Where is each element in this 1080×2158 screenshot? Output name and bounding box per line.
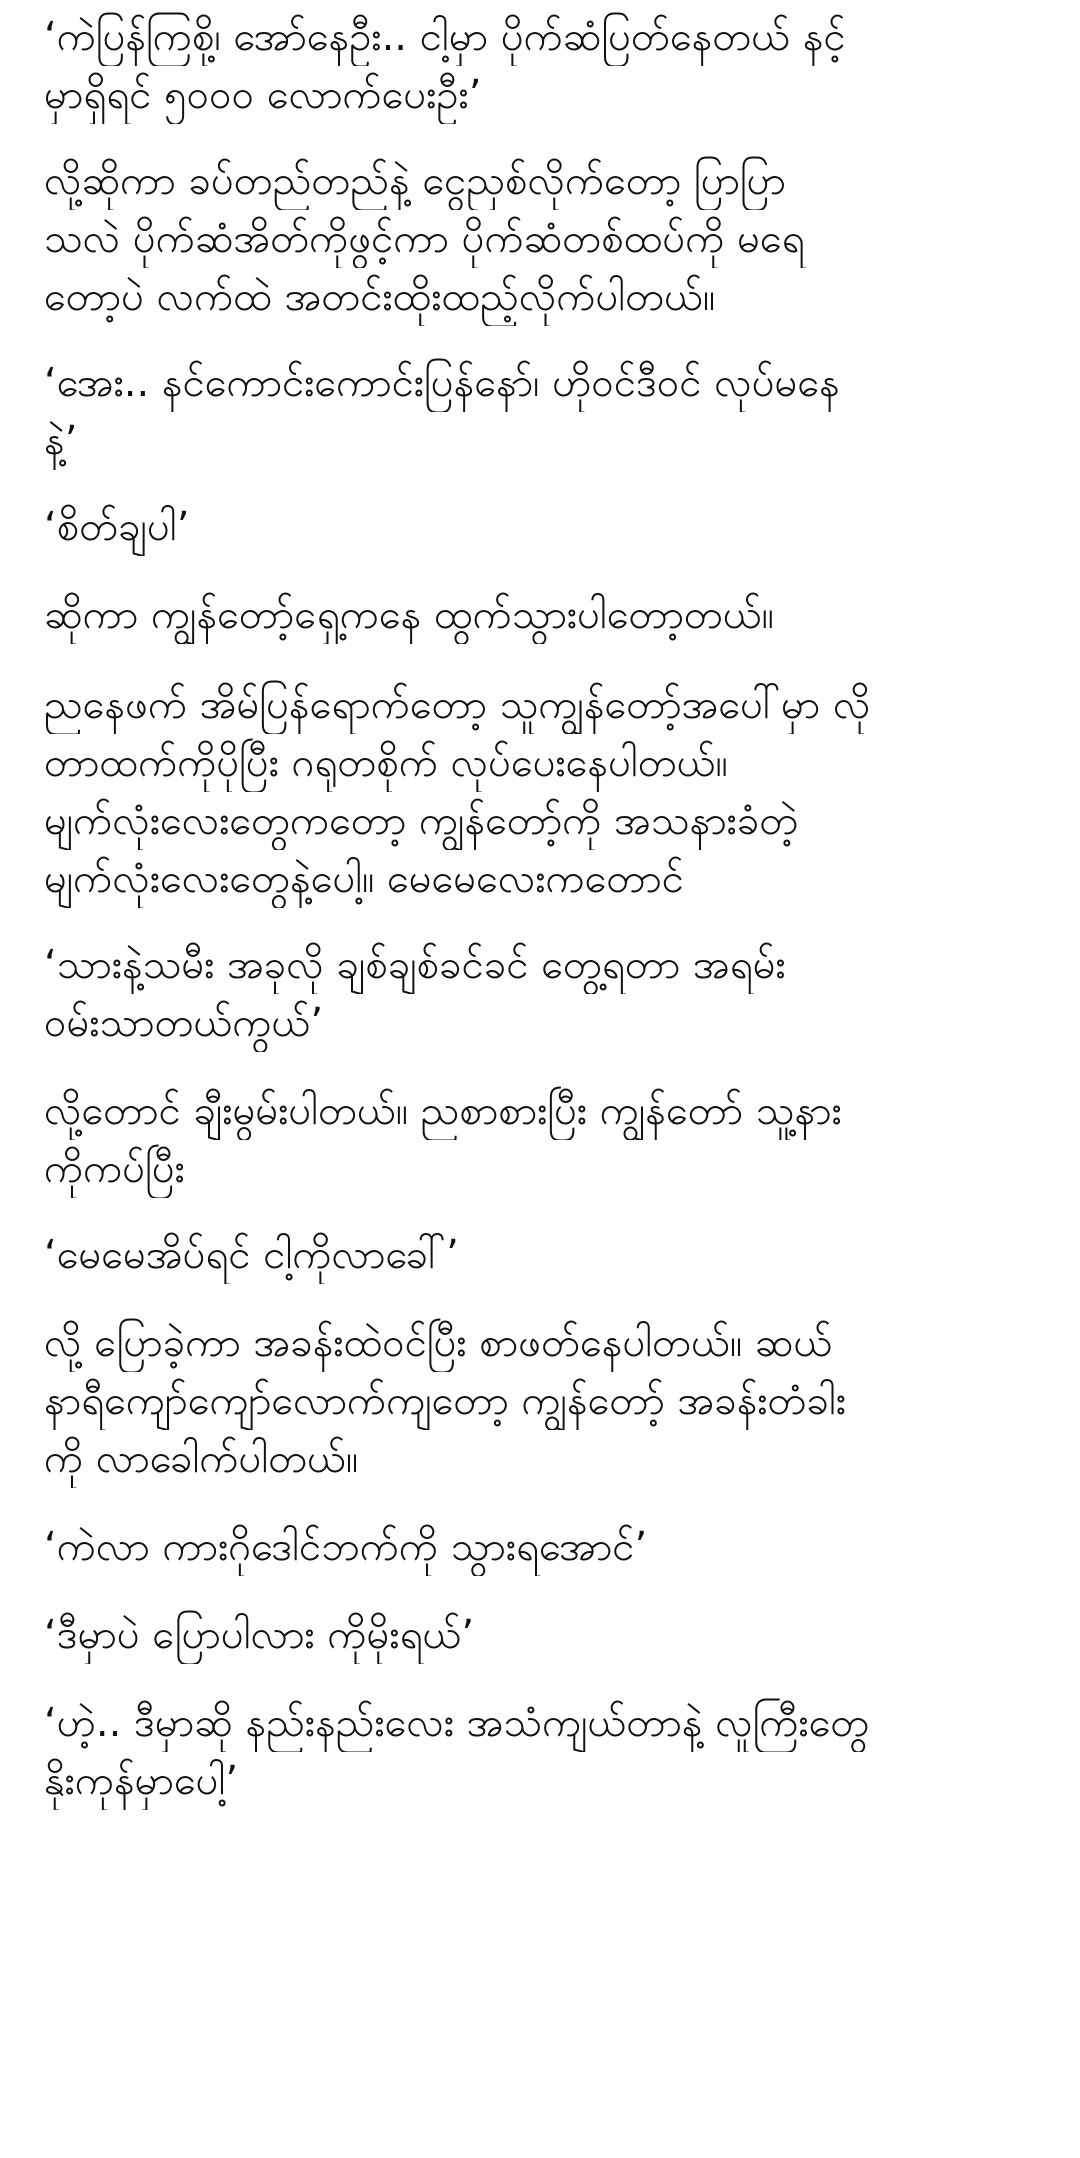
text-line: ‘စိတ်ချပါ’ xyxy=(44,504,190,550)
text-line: မျက်လုံးလေးတွေနဲ့ပေါ့။ မေမေလေးကတောင် xyxy=(44,856,684,902)
text-line: ညနေဖက် အိမ်ပြန်ရောက်တော့ သူကျွန်တော့်အပေါ်မှာ လို xyxy=(44,682,871,728)
paragraph-5 xyxy=(44,586,1044,644)
paragraph-6 xyxy=(44,676,1044,908)
text-line: လို့ ပြောခဲ့ကာ အခန်းထဲဝင်ပြီး စာဖတ်နေပါတယ်။ ဆယ် xyxy=(44,1320,833,1366)
paragraph-12 xyxy=(44,1606,1044,1664)
text-line: လို့တောင် ချီးမွမ်းပါတယ်။ ညစာစားပြီး ကျွန်တော် သူ့နား xyxy=(44,1088,842,1134)
text-line: တာထက်ကိုပိုပြီး ဂရုတစိုက် လုပ်ပေးနေပါတယ်။ xyxy=(44,740,728,786)
text-line: နဲ့’ xyxy=(44,418,78,464)
text-line: ‘ကဲပြန်ကြစို့၊ အော်နေဦး.. ငါ့မှာ ပိုက်ဆံပြတ်နေတယ် နင့် xyxy=(44,14,846,60)
paragraph-13 xyxy=(44,1694,1044,1810)
text-line: မှာရှိရင် ၅၀၀၀ လောက်ပေးဦး’ xyxy=(44,72,482,118)
text-line: လို့ဆိုကာ ခပ်တည်တည်နဲ့ ငွေညှစ်လိုက်တော့ ပြာပြာ xyxy=(44,158,786,204)
text-line: နိုးကုန်မှာပေါ့’ xyxy=(44,1758,239,1804)
paragraph-3 xyxy=(44,354,1044,470)
text-line: ‘အေး.. နင်ကောင်းကောင်းပြန်နော်၊ ဟိုဝင်ဒီဝင် လုပ်မနေ xyxy=(44,360,840,406)
paragraph-1 xyxy=(44,8,1044,124)
paragraph-8 xyxy=(44,1082,1044,1198)
text-line: နာရီကျော်ကျော်လောက်ကျတော့ ကျွန်တော့် အခန်းတံခါး xyxy=(44,1378,847,1424)
text-line: ‘သားနဲ့သမီး အခုလို ချစ်ချစ်ခင်ခင် တွေ့ရတာ အရမ်း xyxy=(44,942,786,988)
text-line: မျက်လုံးလေးတွေကတော့ ကျွန်တော့်ကို အသနားခံတဲ့ xyxy=(44,798,799,844)
text-line: ဝမ်းသာတယ်ကွယ်’ xyxy=(44,1000,324,1046)
paragraph-2 xyxy=(44,152,1044,326)
paragraph-10 xyxy=(44,1314,1044,1488)
text-line: တော့ပဲ လက်ထဲ အတင်းထိုးထည့်လိုက်ပါတယ်။ xyxy=(44,274,716,320)
text-line: ဆိုကာ ကျွန်တော့်ရှေ့ကနေ ထွက်သွားပါတော့တယ်။ xyxy=(44,592,774,638)
text-line: ‘ကဲလာ ကားဂိုဒေါင်ဘက်ကို သွားရအောင်’ xyxy=(44,1524,648,1570)
paragraph-9 xyxy=(44,1226,1044,1284)
text-line: ‘ဟဲ့.. ဒီမှာဆို နည်းနည်းလေး အသံကျယ်တာနဲ့ လူကြီးတွေ xyxy=(44,1700,870,1746)
text-line: ‘ဒီမှာပဲ ပြောပါလား ကိုမိုးရယ်’ xyxy=(44,1612,475,1658)
text-line: ကိုကပ်ပြီး xyxy=(44,1146,185,1192)
paragraph-7 xyxy=(44,936,1044,1052)
paragraph-4 xyxy=(44,498,1044,556)
text-line: သလဲ ပိုက်ဆံအိတ်ကိုဖွင့်ကာ ပိုက်ဆံတစ်ထပ်ကို မရေ xyxy=(44,216,805,262)
text-line: ကို လာခေါက်ပါတယ်။ xyxy=(44,1436,359,1482)
paragraph-11 xyxy=(44,1518,1044,1576)
text-line: ‘မေမေအိပ်ရင် ငါ့ကိုလာခေါ်’ xyxy=(44,1232,459,1278)
